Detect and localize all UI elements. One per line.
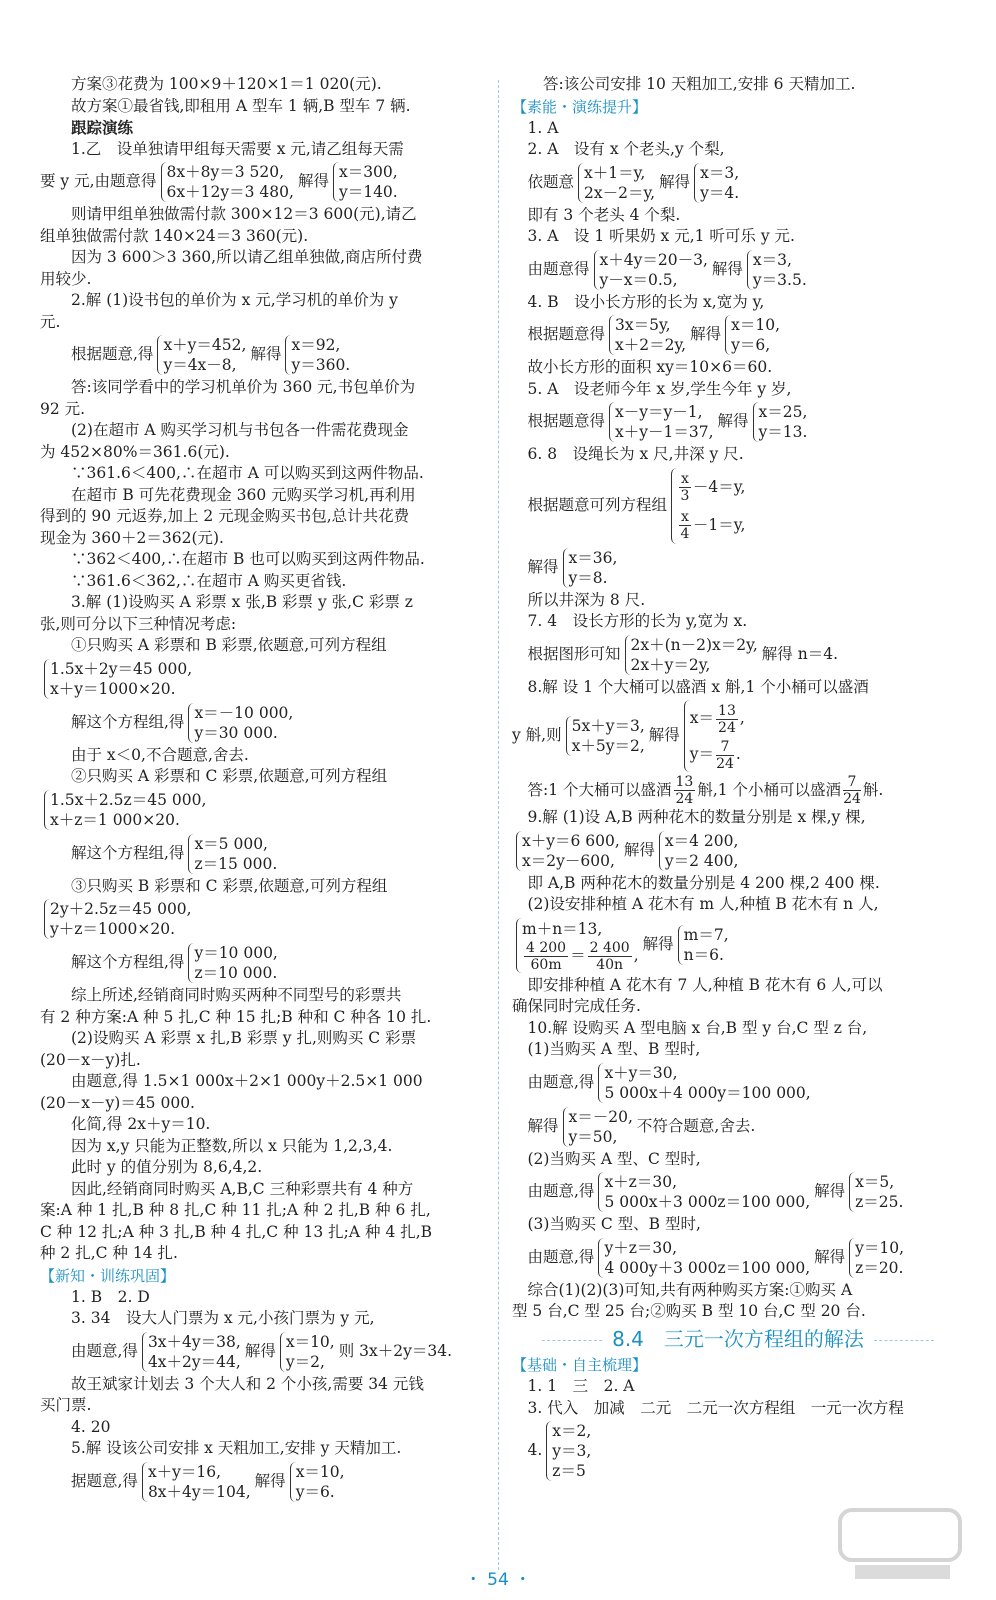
- right-column: [512, 74, 964, 1483]
- text-line: 故方案①最省钱,即租用 A 型车 1 辆,B 型车 7 辆.: [71, 96, 411, 115]
- equation-row: 要 y 元,由题意得 8x＋8y＝3 520, 6x＋12y＝3 480, 解得 x＝300, y＝140.: [40, 163, 398, 201]
- fraction: $\frac{4 200}{60m}$: [526, 939, 567, 973]
- section-header-jichu: 【基础・自主梳理】: [512, 1356, 648, 1374]
- column-divider: [498, 80, 499, 1570]
- text-line: 2. A 设有 x 个老头,y 个梨,: [527, 140, 725, 158]
- text-line: 故小长方形的面积 xy＝10×6＝60.: [527, 358, 773, 376]
- equation-system: x＋y＝30, 5 000x＋4 000y＝100 000,: [598, 1063, 810, 1103]
- text-line: 此时 y 的值分别为 8,6,4,2.: [71, 1158, 263, 1176]
- text-line: (2)当购买 A 型、C 型时,: [527, 1149, 701, 1168]
- equation-row: 根据题意得 x－y＝y－1, x＋y－1＝37, 解得 x＝25, y＝13.: [527, 403, 808, 441]
- title-rule: [874, 1340, 934, 1341]
- equation-system: y＋z＝30, 4 000y＋3 000z＝100 000,: [598, 1238, 810, 1278]
- fraction: $\frac{13}{24}$: [675, 774, 694, 807]
- text-line: (20－x－y)＝45 000.: [40, 1093, 195, 1112]
- text-line: 化简,得 2x＋y＝10.: [71, 1115, 211, 1133]
- text-line: 得到的 90 元返券,加上 2 元现金购买书包,总计共花费: [40, 507, 410, 525]
- title-rule: [542, 1340, 602, 1341]
- equation-row: [40, 788, 485, 832]
- text-line: 确保同时完成任务.: [512, 997, 641, 1015]
- text-line: 因为 3 600＞3 360,所以请乙组单独做,商店所付费: [71, 248, 423, 266]
- text-line: 5. A 设老师今年 x 岁,学生今年 y 岁,: [527, 379, 792, 398]
- text-line: (2)在超市 A 购买学习机与书包各一件需花费现金: [71, 421, 409, 439]
- equation-system: x＋1＝y, 2x－2＝y,: [578, 163, 655, 203]
- equation-system: 3x＝5y, x＋2＝2y,: [609, 315, 686, 355]
- equation-system: 3x＋4y＝38, 4x＋2y＝44,: [142, 1332, 241, 1372]
- equation-row: 依题意 x＋1＝y, 2x－2＝y, 解得 x＝3, y＝4.: [527, 163, 740, 202]
- text-line: 答:该同学看中的学习机单价为 360 元,书包单价为: [71, 378, 416, 396]
- solution-system: x＝5, z＝25.: [849, 1172, 903, 1212]
- equation-row: 解这个方程组,得 y＝10 000, z＝10 000.: [71, 944, 278, 982]
- text-line: C 种 12 扎;A 种 3 扎,B 种 4 扎,C 种 13 扎;A 种 4 扎,B: [40, 1222, 433, 1241]
- equation-system: 1.5x＋2y＝45 000, x＋y＝1000×20.: [44, 659, 192, 699]
- equation-row: 由题意,得 y＋z＝30, 4 000y＋3 000z＝100 000, 解得 y＝10, z＝20.: [527, 1238, 905, 1277]
- text-line: (20－x－y)扎.: [40, 1050, 141, 1069]
- text-line: 种 2 扎,C 种 14 扎.: [40, 1244, 178, 1262]
- solution-system: x＝92, y＝360.: [285, 335, 350, 375]
- equation-row: x＋y＝6 600, x＝2y－600, 解得 x＝4 200, y＝2 400,: [512, 829, 964, 873]
- equation-row: 根据题意得 3x＝5y, x＋2＝2y, 解得 x＝10, y＝6,: [527, 316, 781, 354]
- equation-system: $\frac{x}{3}$ －4＝y, $\frac{x}{4}$ －1＝y,: [671, 468, 745, 544]
- fraction: $\frac{7}{24}$: [716, 738, 734, 772]
- text-line: 为 452×80%＝361.6(元).: [40, 442, 230, 461]
- solution-system: y＝10 000, z＝10 000.: [188, 943, 277, 983]
- equation-row: m＋n＝13, $\frac{4 200}{60m}$ ＝ $\frac{2 400}{40n}$ , 解得 m＝7, n＝6.: [512, 916, 964, 975]
- text-line: (2)设安排种植 A 花木有 m 人,种植 B 花木有 n 人,: [527, 895, 879, 913]
- answer-9: 9.解 (1)设 A,B 两种花木的数量分别是 x 棵,y 棵,: [527, 808, 866, 826]
- left-column: [40, 74, 485, 1504]
- fraction: $\frac{13}{24}$: [718, 702, 736, 736]
- section-header-suneng: 【素能・演练提升】: [512, 97, 648, 116]
- text-line: 型 5 台,C 型 25 台;②购买 B 型 10 台,C 型 20 台.: [512, 1302, 866, 1320]
- text-line: 元.: [40, 312, 61, 331]
- text-line: 3. 代入 加减 二元 二元一次方程组 一元一次方程: [527, 1398, 904, 1417]
- text-line: 即安排种植 A 花木有 7 人,种植 B 花木有 6 人,可以: [527, 975, 883, 994]
- text-line: 即有 3 个老头 4 个梨.: [527, 205, 681, 224]
- solution-system: x＝300, y＝140.: [333, 162, 398, 202]
- text-line: ∵362＜400,∴在超市 B 也可以购买到这两件物品.: [71, 550, 425, 568]
- equation-row: 答:1 个大桶可以盛酒 $\frac{13}{24}$ 斛,1 个小桶可以盛酒 $\frac{7}{24}$ 斛.: [527, 774, 884, 807]
- text-line: 92 元.: [40, 399, 86, 418]
- text-line: 4. 20: [71, 1417, 111, 1436]
- text-line: 买门票.: [40, 1396, 92, 1414]
- equation-system: 2x＋(n－2)x＝2y, 2x＋y＝2y,: [625, 635, 758, 675]
- section-header-xinzhi: 【新知・训练巩固】: [40, 1266, 176, 1285]
- equation-row: 根据图形可知 2x＋(n－2)x＝2y, 2x＋y＝2y, 解得 n＝4.: [527, 635, 838, 674]
- solution-system: x＝10, y＝2,: [280, 1332, 335, 1372]
- text-line: 张,则可分以下三种情况考虑:: [40, 614, 237, 633]
- equation-system: 1.5x＋2.5z＝45 000, x＋z＝1 000×20.: [44, 790, 206, 830]
- equation-system: 8x＋8y＝3 520, 6x＋12y＝3 480,: [161, 162, 294, 202]
- page-number: ・ 54 ・: [464, 1570, 532, 1590]
- equation-row: 解得 x＝－20, y＝50, 不符合题意,舍去.: [527, 1107, 756, 1146]
- equation-row: 由题意,得 x＋y＝30, 5 000x＋4 000y＝100 000,: [527, 1063, 811, 1102]
- text-line: 即 A,B 两种花木的数量分别是 4 200 棵,2 400 棵.: [527, 873, 880, 892]
- text-line: 因此,经销商同时购买 A,B,C 三种彩票共有 4 种方: [71, 1179, 414, 1198]
- text-line: 综上所述,经销商同时购买两种不同型号的彩票共: [71, 986, 402, 1004]
- equation-row: 解这个方程组,得 x＝5 000, z＝15 000.: [71, 834, 278, 873]
- equation-system: x＋y＝452, y＝4x－8,: [157, 335, 246, 375]
- text-line: 案:A 种 1 扎,B 种 8 扎,C 种 11 扎;A 种 2 扎,B 种 6 扎,: [40, 1201, 431, 1219]
- equation-row: 由题意,得 3x＋4y＝38, 4x＋2y＝44, 解得 x＝10, y＝2, 则 3x＋2y＝34.: [71, 1332, 453, 1371]
- solution-system: x＝ $\frac{13}{24}$ , y＝ $\frac{7}{24}$ .: [684, 700, 745, 772]
- fraction: $\frac{7}{24}$: [843, 774, 861, 807]
- equation-system: 5x＋y＝3, x＋5y＝2,: [566, 716, 645, 756]
- text-line: 故王斌家计划去 3 个大人和 2 个小孩,需要 34 元钱: [71, 1374, 424, 1393]
- answer-2: 2.解 (1)设书包的单价为 x 元,学习机的单价为 y: [71, 291, 398, 309]
- text-line: (2)设购买 A 彩票 x 扎,B 彩票 y 扎,则购买 C 彩票: [71, 1029, 417, 1047]
- text-line: 1. B 2. D: [71, 1287, 150, 1306]
- answer-8: 8.解 设 1 个大桶可以盛酒 x 斛,1 个小桶可以盛酒: [527, 677, 869, 696]
- watermark-logo: [830, 1500, 970, 1590]
- text-line: ③只购买 B 彩票和 C 彩票,依题意,可列方程组: [71, 876, 388, 895]
- text-line: 有 2 种方案:A 种 5 扎,C 种 15 扎;B 种和 C 种各 10 扎.: [40, 1007, 432, 1026]
- equation-row: [40, 657, 485, 701]
- text-line: ∵361.6＜362,∴在超市 A 购买更省钱.: [71, 571, 347, 590]
- text-line: 7. 4 设长方形的长为 y,宽为 x.: [527, 612, 748, 630]
- equation-row: 解得 x＝36, y＝8.: [527, 548, 618, 587]
- text-line: 组单独做需付款 140×24＝3 360(元).: [40, 226, 309, 245]
- equation-row: 根据题意,得 x＋y＝452, y＝4x－8, 解得 x＝92, y＝360.: [71, 336, 351, 374]
- solution-system: x＝3, y＝4.: [694, 163, 739, 203]
- text-line: 因为 x,y 只能为正整数,所以 x 只能为 1,2,3,4.: [71, 1136, 393, 1155]
- text-line: 用较少.: [40, 269, 92, 288]
- equation-system: x＋z＝30, 5 000x＋3 000z＝100 000,: [598, 1172, 810, 1212]
- solution-system: m＝7, n＝6.: [678, 925, 729, 965]
- text-line: ②只购买 A 彩票和 C 彩票,依题意,可列方程组: [71, 767, 388, 785]
- solution-system: x＝10, y＝6,: [725, 315, 780, 355]
- text-line: 由于 x＜0,不合题意,舍去.: [71, 745, 249, 764]
- solution-system: x＝5 000, z＝15 000.: [188, 834, 277, 874]
- text-line: 4. B 设小长方形的长为 x,宽为 y,: [527, 292, 765, 311]
- text-line: 由题意,得 1.5×1 000x＋2×1 000y＋2.5×1 000: [71, 1072, 423, 1090]
- text-line: ①只购买 A 彩票和 B 彩票,依题意,可列方程组: [71, 636, 387, 654]
- text-line: 1. 1 三 2. A: [527, 1377, 635, 1395]
- text-line: 所以井深为 8 尺.: [527, 590, 646, 609]
- equation-row: y 斛,则 5x＋y＝3, x＋5y＝2, 解得 x＝ $\frac{13}{24}$ , y＝ $\frac{7}{24}$ .: [512, 698, 964, 774]
- equation-row: 4. x＝2, y＝3, z＝5: [527, 1422, 592, 1480]
- text-line: 3. A 设 1 听果奶 x 元,1 听可乐 y 元.: [527, 227, 795, 245]
- text-line: (1)当购买 A 型、B 型时,: [527, 1040, 701, 1058]
- equation-row: 由题意,得 x＋z＝30, 5 000x＋3 000z＝100 000, 解得 x＝5, z＝25.: [527, 1173, 904, 1211]
- text-line: 在超市 B 可先花费现金 360 元购买学习机,再利用: [71, 485, 416, 504]
- equation-row: 根据题意可列方程组 $\frac{x}{3}$ －4＝y, $\frac{x}{4}$ －1＝y,: [512, 466, 964, 546]
- equation-row: 解这个方程组,得 x＝－10 000, y＝30 000.: [71, 703, 294, 742]
- solution-system: x＝2, y＝3, z＝5: [546, 1421, 591, 1481]
- solution-system: x＝－10 000, y＝30 000.: [188, 703, 293, 743]
- text-line: 现金为 360＋2＝362(元).: [40, 528, 224, 547]
- text-line: 6. 8 设绳长为 x 尺,井深 y 尺.: [527, 445, 744, 463]
- equation-row: 据题意,得 x＋y＝16, 8x＋4y＝104, 解得 x＝10, y＝6.: [71, 1462, 345, 1501]
- equation-row: 由题意得 x＋4y＝20－3, y－x＝0.5, 解得 x＝3, y＝3.5.: [527, 250, 807, 289]
- equation-system: x＋4y＝20－3, y－x＝0.5,: [594, 250, 708, 290]
- text-line: 综合(1)(2)(3)可知,共有两种购买方案:①购买 A: [527, 1280, 853, 1299]
- solution-system: x＝36, y＝8.: [563, 548, 618, 588]
- text-line: ∵361.6＜400,∴在超市 A 可以购买到这两件物品.: [71, 464, 424, 482]
- fraction: $\frac{x}{4}$: [680, 509, 690, 542]
- text-line: 则请甲组单独做需付款 300×12＝3 600(元),请乙: [71, 205, 417, 223]
- equation-system: x＋y＝6 600, x＝2y－600,: [516, 831, 620, 871]
- solution-system: x＝10, y＝6.: [290, 1462, 345, 1502]
- text-line: 1. A: [527, 118, 559, 137]
- text-line: 3. 34 设大人门票为 x 元,小孩门票为 y 元,: [71, 1309, 375, 1327]
- text-line: 方案③花费为 100×9＋120×1＝1 020(元).: [71, 75, 382, 93]
- answer-1: 1.乙 设单独请甲组每天需要 x 元,请乙组每天需: [71, 139, 404, 158]
- fraction: $\frac{x}{3}$: [680, 471, 690, 504]
- solution-system: x＝－20, y＝50,: [563, 1107, 633, 1147]
- equation-system: x＋y＝16, 8x＋4y＝104,: [142, 1462, 251, 1502]
- fraction: $\frac{2 400}{40n}$: [589, 939, 630, 973]
- text-line: 5.解 设该公司安排 x 天粗加工,安排 y 天精加工.: [71, 1439, 402, 1457]
- equation-row: [40, 897, 485, 941]
- solution-system: y＝10, z＝20.: [849, 1238, 904, 1278]
- chapter-title: 8.4 三元一次方程组的解法: [512, 1329, 964, 1351]
- solution-system: x＝4 200, y＝2 400,: [659, 831, 739, 871]
- answer-10: 10.解 设购买 A 型电脑 x 台,B 型 y 台,C 型 z 台,: [527, 1018, 868, 1037]
- equation-system: m＋n＝13, $\frac{4 200}{60m}$ ＝ $\frac{2 400}{40n}$ ,: [516, 918, 639, 973]
- section-heading: 跟踪演练: [71, 118, 134, 137]
- equation-system: 2y＋2.5z＝45 000, y＋z＝1000×20.: [44, 899, 192, 939]
- solution-system: x＝25, y＝13.: [753, 402, 808, 442]
- answer-3: 3.解 (1)设购买 A 彩票 x 张,B 彩票 y 张,C 彩票 z: [71, 593, 413, 611]
- text-line: 答:该公司安排 10 天粗加工,安排 6 天精加工.: [543, 75, 856, 93]
- text-line: (3)当购买 C 型、B 型时,: [527, 1215, 701, 1233]
- solution-system: x＝3, y＝3.5.: [747, 250, 807, 290]
- equation-system: x－y＝y－1, x＋y－1＝37,: [609, 402, 714, 442]
